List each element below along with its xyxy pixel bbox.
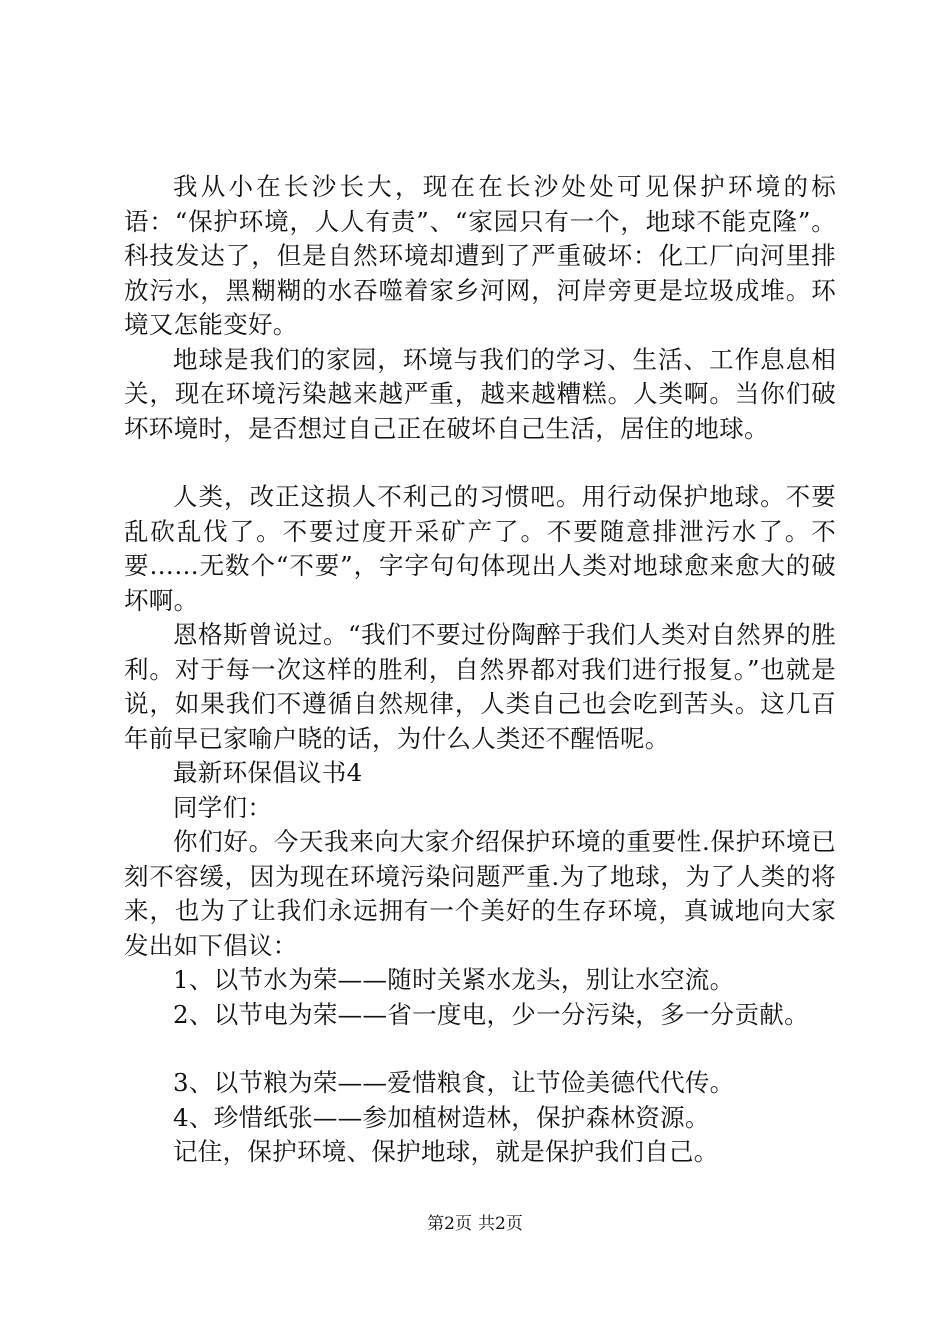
paragraph: 你们好。今天我来向大家介绍保护环境的重要性.保护环境已刻不容缓，因为现在环境污染问题严重.为了地球，为了人类的将来，也为了让我们永远拥有一个美好的生存环境，真诚地向大家发出如下倡议： [124,827,836,960]
list-item: 2、以节电为荣——省一度电，少一分污染，多一分贡献。 [173,999,809,1029]
section-heading: 最新环保倡议书4 [173,758,363,787]
page-number-total: 共2页 [478,1214,523,1234]
page-footer [0,1213,950,1235]
list-item: 1、以节水为荣——随时关紧水龙头，别让水空流。 [173,965,735,994]
list-item: 4、珍惜纸张——参加植树造林，保护森林资源。 [173,1102,710,1132]
paragraph: 地球是我们的家园，环境与我们的学习、生活、工作息息相关，现在环境污染越来越严重，越来越糟糕。人类啊。当你们破坏环境时，是否想过自己正在破坏自己生活，居住的地球。 [124,344,836,443]
paragraph: 我从小在长沙长大，现在在长沙处处可见保护环境的标语：“保护环境，人人有责”、“家园只有一个，地球不能克隆”。科技发达了，但是自然环境却遭到了严重破坏：化工厂向河里排放污水，黑糊糊的水吞噬着家乡河网，河岸旁更是垃圾成堆。环境又怎能变好。 [124,172,836,339]
document-body [124,170,836,1170]
page-number-current: 第2页 [427,1214,472,1234]
salutation: 同学们： [173,792,273,822]
paragraph: 人类，改正这损人不利己的习惯吧。用行动保护地球。不要乱砍乱伐了。不要过度开采矿产了。不要随意排泄污水了。不要……无数个“不要”，字字句句体现出人类对地球愈来愈大的破坏啊。 [124,482,836,615]
list-item: 3、以节粮为荣——爱惜粮食，让节俭美德代代传。 [173,1068,735,1097]
paragraph: 恩格斯曾说过。“我们不要过份陶醉于我们人类对自然界的胜利。对于每一次这样的胜利，自然界都对我们进行报复。”也就是说，如果我们不遵循自然规律，人类自己也会吃到苦头。这几百年前早已家喻户晓的话，为什么人类还不醒悟呢。 [124,620,836,753]
closing-line: 记住，保护环境、保护地球，就是保护我们自己。 [173,1137,719,1166]
